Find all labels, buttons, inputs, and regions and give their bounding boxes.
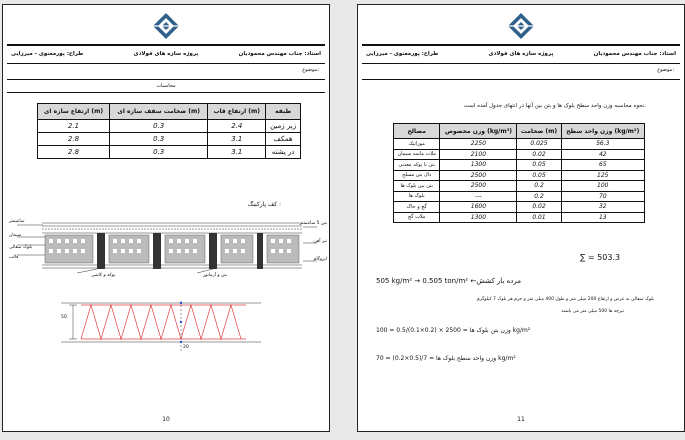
table-cell: 42 xyxy=(561,149,644,160)
table-header: ارتفاع قاب (m) xyxy=(208,104,266,120)
teacher-label: استاد: جناب مهندس محمودیان xyxy=(593,51,676,57)
table-cell: 3.1 xyxy=(208,146,266,159)
table-header: ضخامت (m) xyxy=(517,124,561,139)
drawing-label: پوکه و کاشی xyxy=(91,273,116,278)
block-weight-equation: وزن واحد سطح بلوک ها = 7/(0.5×0.2) = 70 kg/m² xyxy=(376,355,516,362)
block-note: بلوک سفالی به عرض و ارتفاع 200 میلی متر و طول 400 میلی متر و جرم هر بلوک 7 کیلوگرم xyxy=(476,297,654,302)
table-cell: 2.4 xyxy=(208,120,266,133)
table-cell: 2250 xyxy=(440,139,517,150)
table-cell: دال بتن مسلح xyxy=(394,170,440,181)
drawing-label: بتن و آرماتور xyxy=(203,273,228,278)
drawing-label: سانتیمتر xyxy=(9,219,25,224)
page-10 xyxy=(2,4,330,432)
table-cell: 0.3 xyxy=(110,146,208,159)
table-header: ارتفاع سازه ای (m) xyxy=(38,104,110,120)
table-header: مصالح xyxy=(394,124,440,139)
table-header-row xyxy=(38,104,301,120)
table-row xyxy=(394,149,645,160)
table-cell: 0.05 xyxy=(517,160,561,171)
joist-note: تیرچه ها 500 میلی متر می باشند xyxy=(561,309,624,314)
table-row xyxy=(394,170,645,181)
table-cell: 0.05 xyxy=(517,170,561,181)
logo-icon xyxy=(507,12,535,42)
table-cell: 125 xyxy=(561,170,644,181)
page-number: 10 xyxy=(162,416,170,423)
project-label: پروژه سازه های فولادی xyxy=(488,51,554,57)
table-cell: 0.01 xyxy=(517,212,561,223)
page-11 xyxy=(357,4,685,432)
table-cell: 1600 xyxy=(440,202,517,213)
table-header: وزن مخصوص (kg/m³) xyxy=(440,124,517,139)
table-cell: 2100 xyxy=(440,149,517,160)
table-cell: موزائیک xyxy=(394,139,440,150)
sum-label: ∑ = 503.3 xyxy=(580,253,621,262)
table-row xyxy=(38,146,301,159)
subject-label: موضوع: xyxy=(302,67,319,73)
project-label: پروژه سازه های فولادی xyxy=(133,51,199,57)
table-cell: 32 xyxy=(561,202,644,213)
table-cell: 0.2 xyxy=(517,191,561,202)
table-cell: گچ و خاک xyxy=(394,202,440,213)
logo-icon xyxy=(152,12,180,42)
table-row xyxy=(38,133,301,146)
table-cell: 2500 xyxy=(440,170,517,181)
drawing-label: ایزوگام xyxy=(313,257,327,262)
table-row xyxy=(394,202,645,213)
page-number: 11 xyxy=(517,416,525,423)
table-cell: 0.3 xyxy=(110,133,208,146)
table-row xyxy=(38,120,301,133)
table-row xyxy=(394,212,645,223)
table-cell: 0.3 xyxy=(110,120,208,133)
drawing-label: تیر آهن xyxy=(313,239,327,244)
table-row xyxy=(394,160,645,171)
table-cell: 2.8 xyxy=(38,133,110,146)
subject-row xyxy=(362,61,680,80)
table-cell: 2.8 xyxy=(38,146,110,159)
table-cell: بلوک ها xyxy=(394,191,440,202)
material-weight-table xyxy=(393,123,645,223)
subject-label: موضوع: xyxy=(657,67,674,73)
table-cell: 0.02 xyxy=(517,149,561,160)
parking-label: کف پارکینگ : xyxy=(247,201,281,208)
table-cell: ملات گچ xyxy=(394,212,440,223)
table-cell: 1300 xyxy=(440,160,517,171)
table-cell: 1300 xyxy=(440,212,517,223)
table-cell: 3.1 xyxy=(208,133,266,146)
table-cell: 2.1 xyxy=(38,120,110,133)
table-cell: 0.2 xyxy=(517,181,561,192)
table-header: وزن واحد سطح (kg/m²) xyxy=(561,124,644,139)
drawing-label: بلوک سفالی xyxy=(9,245,33,250)
table-cell: بتن بین بلوک ها xyxy=(394,181,440,192)
table-cell: زیر زمین xyxy=(266,120,301,133)
drawing-label: قالب xyxy=(9,255,19,260)
table-cell: 100 xyxy=(561,181,644,192)
intro-text: نحوه محاسبه وزن واحد سطح بلوک ها و بتن بین آنها در انتهای جدول آمده است. xyxy=(463,103,646,109)
table-cell: --- xyxy=(440,191,517,202)
floor-height-table xyxy=(37,103,301,159)
subject-row xyxy=(7,61,325,80)
table-header: ضخامت سقف سازه ای (m) xyxy=(110,104,208,120)
table-header-row xyxy=(394,124,645,139)
teacher-label: استاد: جناب مهندس محمودیان xyxy=(238,51,321,57)
drawing-dim-label: 50 xyxy=(61,315,67,320)
table-cell: بتن با پوکه معدنی xyxy=(394,160,440,171)
table-cell: 70 xyxy=(561,191,644,202)
table-cell: 56.3 xyxy=(561,139,644,150)
table-cell: ملات ماسه سیمان xyxy=(394,149,440,160)
truss-joist-drawing xyxy=(61,295,261,353)
table-row xyxy=(394,139,645,150)
table-row xyxy=(394,191,645,202)
table-cell: 0.02 xyxy=(517,202,561,213)
table-cell: در پشته xyxy=(266,146,301,159)
designer-label: طراح: پورمعنوی - میرزایی xyxy=(366,51,439,57)
table-cell: 2500 xyxy=(440,181,517,192)
drawing-label: بتن 5 سانتیمتر xyxy=(299,221,327,226)
drawing-dim-label: 20 xyxy=(183,345,189,350)
table-cell: 13 xyxy=(561,212,644,223)
designer-label: طراح: پورمعنوی - میرزایی xyxy=(11,51,84,57)
table-cell: 0.025 xyxy=(517,139,561,150)
concrete-weight-equation: وزن بتن بلوک ها = 2500 × (0.2×0.1)/0.5 = 100 kg/m² xyxy=(376,327,531,334)
table-header: طبقه xyxy=(266,104,301,120)
section-title: محاسبات xyxy=(7,80,325,93)
dead-load-equation: 505 kg/m² → 0.505 ton/m² ←مرده بار کشش xyxy=(376,277,521,285)
table-row xyxy=(394,181,645,192)
floor-section-drawing xyxy=(17,215,317,283)
table-cell: همکف xyxy=(266,133,301,146)
table-cell: 65 xyxy=(561,160,644,171)
drawing-label: سیمان xyxy=(9,233,22,238)
